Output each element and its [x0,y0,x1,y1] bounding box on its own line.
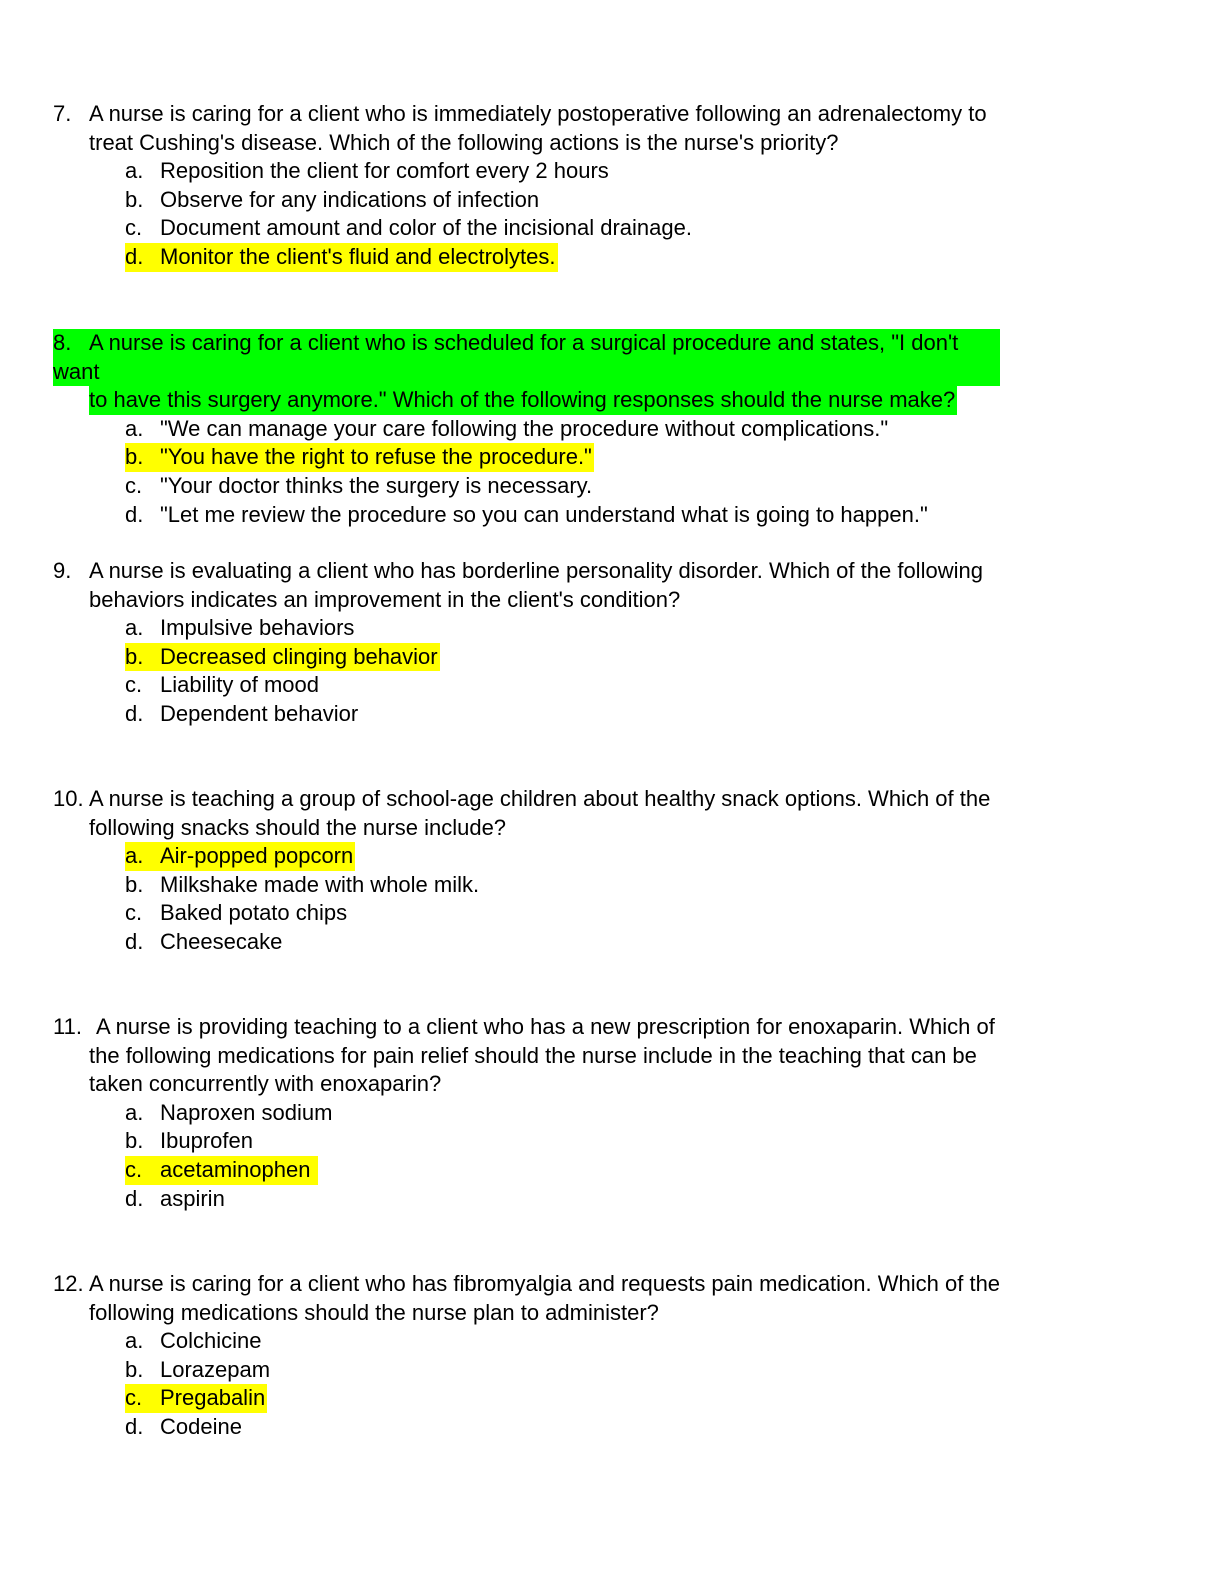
question-number: 12. [53,1271,84,1296]
option-text: Codeine [160,1413,242,1439]
stem-line: A nurse is providing teaching to a client who has a new prescription for enoxaparin. Which of [96,1014,995,1039]
option-letter: b. [125,186,144,212]
option-letter: a. [125,1099,144,1125]
question-number: 11. [53,1014,82,1039]
stem-line: behaviors indicates an improvement in the client's condition? [89,586,681,612]
option-letter: b. [125,871,144,897]
answer-option-b [0,871,1224,900]
option-text: "Your doctor thinks the surgery is necessary. [160,472,593,498]
stem-line: A nurse is evaluating a client who has borderline personality disorder. Which of the following [89,558,983,583]
option-text: Observe for any indications of infection [160,186,540,212]
option-letter: c. [125,1156,143,1182]
answer-option-b [0,1356,1224,1385]
answer-option-a [0,1327,1224,1356]
question-10 [0,785,1224,957]
answer-option-a [0,1099,1224,1128]
option-letter: a. [125,158,144,184]
stem-line: following medications should the nurse plan to administer? [89,1299,659,1325]
answer-option-d [0,1185,1224,1214]
answer-option-d [0,700,1224,729]
answer-option-b-highlighted [0,643,1224,672]
option-letter: d. [125,243,144,269]
option-letter: a. [125,615,144,641]
option-letter: c. [125,1385,143,1411]
option-letter: a. [125,415,144,441]
option-text: Ibuprofen [160,1128,253,1154]
option-text: Naproxen sodium [160,1099,333,1125]
question-number: 7. [53,101,72,126]
question-7 [0,100,1224,272]
question-number: 10. [53,786,84,811]
answer-option-a [0,415,1224,444]
option-letter: b. [125,1356,144,1382]
option-letter: c. [125,900,143,926]
stem-line: following snacks should the nurse include? [89,814,507,840]
option-letter: c. [125,672,143,698]
answer-option-b [0,1127,1224,1156]
option-text: Colchicine [160,1328,262,1354]
question-8 [0,329,1224,529]
question-11 [0,1013,1224,1213]
option-text: "We can manage your care following the procedure without complications." [160,415,889,441]
answer-option-c [0,472,1224,501]
option-letter: a. [125,843,144,869]
stem-line [53,329,1000,386]
option-letter: d. [125,700,144,726]
answer-option-d [0,1413,1224,1442]
stem-line: taken concurrently with enoxaparin? [89,1071,442,1097]
answer-option-c [0,671,1224,700]
question-stem [0,785,1089,842]
option-letter: d. [125,1413,144,1439]
option-text: Baked potato chips [160,900,348,926]
option-text: Impulsive behaviors [160,615,355,641]
option-letter: d. [125,501,144,527]
option-letter: b. [125,643,144,669]
stem-line: A nurse is teaching a group of school-age children about healthy snack options. Which of the [89,786,991,811]
option-text: "Let me review the procedure so you can understand what is going to happen." [160,501,928,527]
question-stem [0,100,1089,157]
option-text: aspirin [160,1185,225,1211]
answer-option-a [0,157,1224,186]
option-text: Document amount and color of the incisional drainage. [160,215,692,241]
option-text: acetaminophen [125,1156,318,1185]
option-letter: a. [125,1328,144,1354]
question-stem [0,557,1089,614]
answer-option-b [0,186,1224,215]
question-number: 8. [53,330,72,355]
option-text: Lorazepam [160,1356,271,1382]
option-text: Milkshake made with whole milk. [160,871,480,897]
question-9 [0,557,1224,729]
answer-option-c-highlighted [0,1384,1224,1413]
question-stem-highlighted [0,329,1000,415]
answer-option-d [0,501,1224,530]
answer-option-c-highlighted [0,1156,1224,1185]
question-stem [0,1270,1089,1327]
stem-line: A nurse is caring for a client who is immediately postoperative following an adrenalectomy to [89,101,987,126]
stem-line: A nurse is caring for a client who has fibromyalgia and requests pain medication. Which of the [89,1271,1001,1296]
option-text: Dependent behavior [160,700,359,726]
option-text: Reposition the client for comfort every 2 hours [160,158,609,184]
question-12 [0,1270,1224,1442]
option-letter: b. [125,1128,144,1154]
answer-option-c [0,899,1224,928]
answer-option-a-highlighted [0,842,1224,871]
question-stem [0,1013,1089,1099]
option-text: Pregabalin [125,1384,267,1413]
answer-option-a [0,614,1224,643]
option-text: Decreased clinging behavior [125,643,440,672]
answer-option-b-highlighted [0,443,1224,472]
stem-text: A nurse is caring for a client who is scheduled for a surgical procedure and states, "I don't want [53,330,959,384]
option-text: "You have the right to refuse the procedure." [125,443,594,472]
answer-option-d-highlighted [0,243,1224,272]
stem-line: to have this surgery anymore." Which of the following responses should the nurse make? [89,386,957,415]
option-text: Cheesecake [160,928,283,954]
question-number: 9. [53,558,72,583]
option-letter: b. [125,444,144,470]
answer-option-c [0,214,1224,243]
option-text: Monitor the client's fluid and electrolytes. [125,243,558,272]
option-text: Liability of mood [160,672,319,698]
option-letter: c. [125,472,143,498]
stem-line: treat Cushing's disease. Which of the following actions is the nurse's priority? [89,129,839,155]
option-letter: d. [125,1185,144,1211]
answer-option-d [0,928,1224,957]
option-letter: d. [125,928,144,954]
option-letter: c. [125,215,143,241]
stem-line: the following medications for pain relief should the nurse include in the teaching that can be [89,1042,977,1068]
option-text: Air-popped popcorn [125,842,355,871]
